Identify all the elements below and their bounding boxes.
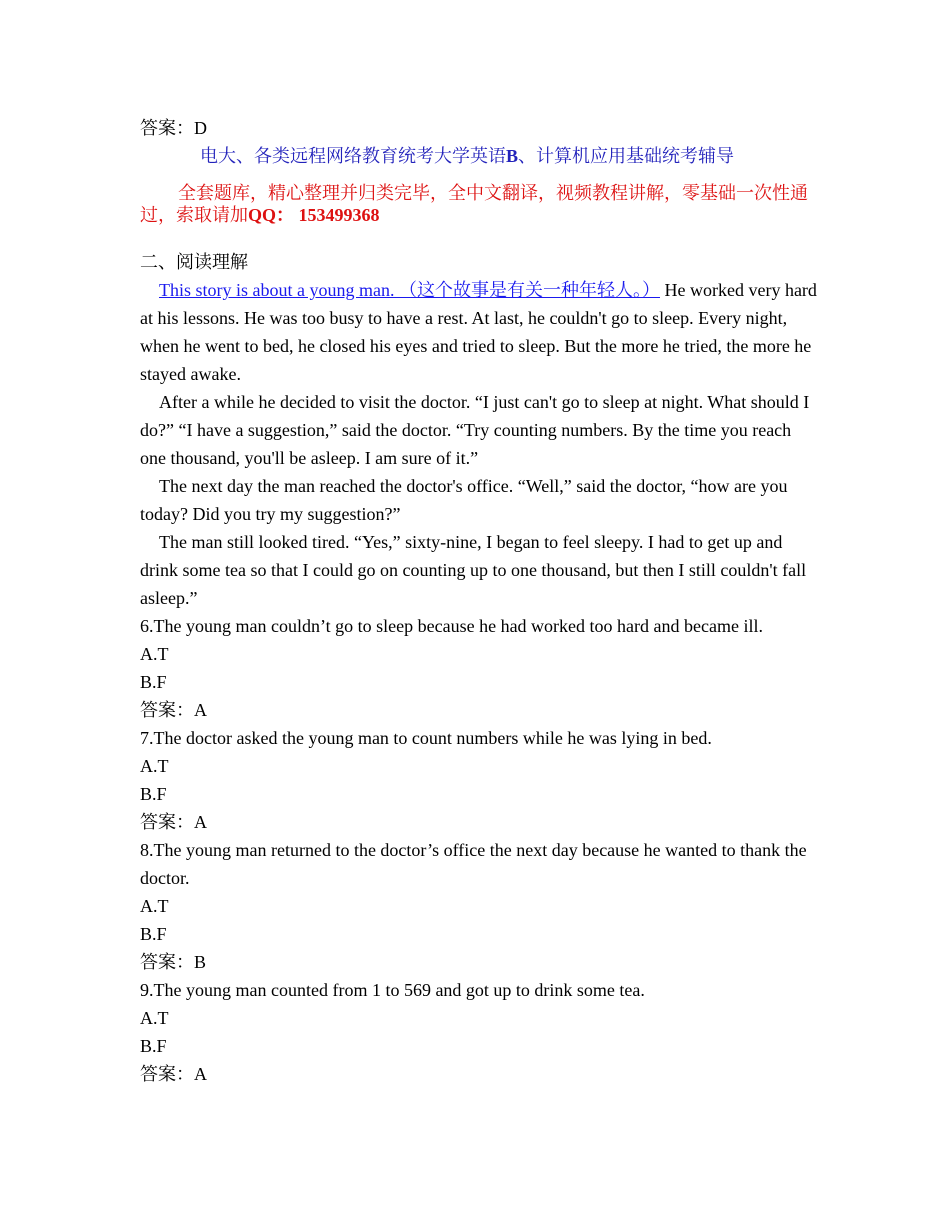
question-9 (140, 976, 820, 1088)
passage-paragraph-1-text: He worked very hard at his lessons. He was too busy to have a rest. At last, he couldn't go to sleep. Every night, when he went to bed, he closed his eyes and tried to sleep. But the more he tried, the more he stayed awake. (140, 280, 817, 384)
promo-contact (140, 182, 820, 226)
document-page (140, 114, 820, 1088)
option-b: B.F (140, 784, 167, 804)
option-a: A.T (140, 644, 169, 664)
section-title: 二、阅读理解 (140, 252, 248, 272)
question-text: 8.The young man returned to the doctor’s office the next day because he wanted to thank the doctor. (140, 840, 807, 888)
passage-paragraph-2: After a while he decided to visit the doctor. “I just can't go to sleep at night. What should I do?” “I have a suggestion,” said the doctor. “Try counting numbers. By the time you reach one thousand, you'll be asleep. I am sure of it.” (140, 392, 810, 468)
answer: 答案：A (140, 700, 207, 720)
question-6 (140, 612, 820, 724)
promo-heading-text-end: 、计算机应用基础统考辅导 (518, 146, 735, 166)
answer: 答案：B (140, 952, 207, 972)
previous-answer: 答案：D (140, 118, 207, 138)
promo-contact-text: 全套题库，精心整理并归类完毕，全中文翻译，视频教程讲解，零基础一次性通过，索取请加 (140, 183, 808, 225)
question-7 (140, 724, 820, 836)
option-b: B.F (140, 672, 167, 692)
option-b: B.F (140, 924, 167, 944)
promo-heading-text: 电大、各类远程网络教育统考大学英语 (200, 146, 506, 166)
passage-paragraph-4: The man still looked tired. “Yes,” sixty-nine, I began to feel sleepy. I had to get up and drink some tea so that I could go on counting up to one thousand, but then I still couldn't fall asleep.” (140, 532, 807, 608)
promo-heading-bold: B (506, 146, 519, 166)
passage-link[interactable]: This story is about a young man. （这个故事是有关一种年轻人。） (159, 280, 660, 300)
question-text: 9.The young man counted from 1 to 569 and got up to drink some tea. (140, 980, 645, 1000)
answer: 答案：A (140, 812, 207, 832)
answer: 答案：A (140, 1064, 207, 1084)
promo-contact-qq: QQ： 153499368 (248, 205, 380, 225)
passage-paragraph-3: The next day the man reached the doctor's office. “Well,” said the doctor, “how are you today? Did you try my suggestion?” (140, 476, 788, 524)
promo-heading (140, 142, 820, 170)
question-text: 6.The young man couldn’t go to sleep because he had worked too hard and became ill. (140, 616, 763, 636)
option-a: A.T (140, 896, 169, 916)
option-a: A.T (140, 1008, 169, 1028)
option-b: B.F (140, 1036, 167, 1056)
option-a: A.T (140, 756, 169, 776)
question-text: 7.The doctor asked the young man to count numbers while he was lying in bed. (140, 728, 712, 748)
question-8 (140, 836, 820, 976)
passage-paragraph-1 (140, 276, 820, 388)
